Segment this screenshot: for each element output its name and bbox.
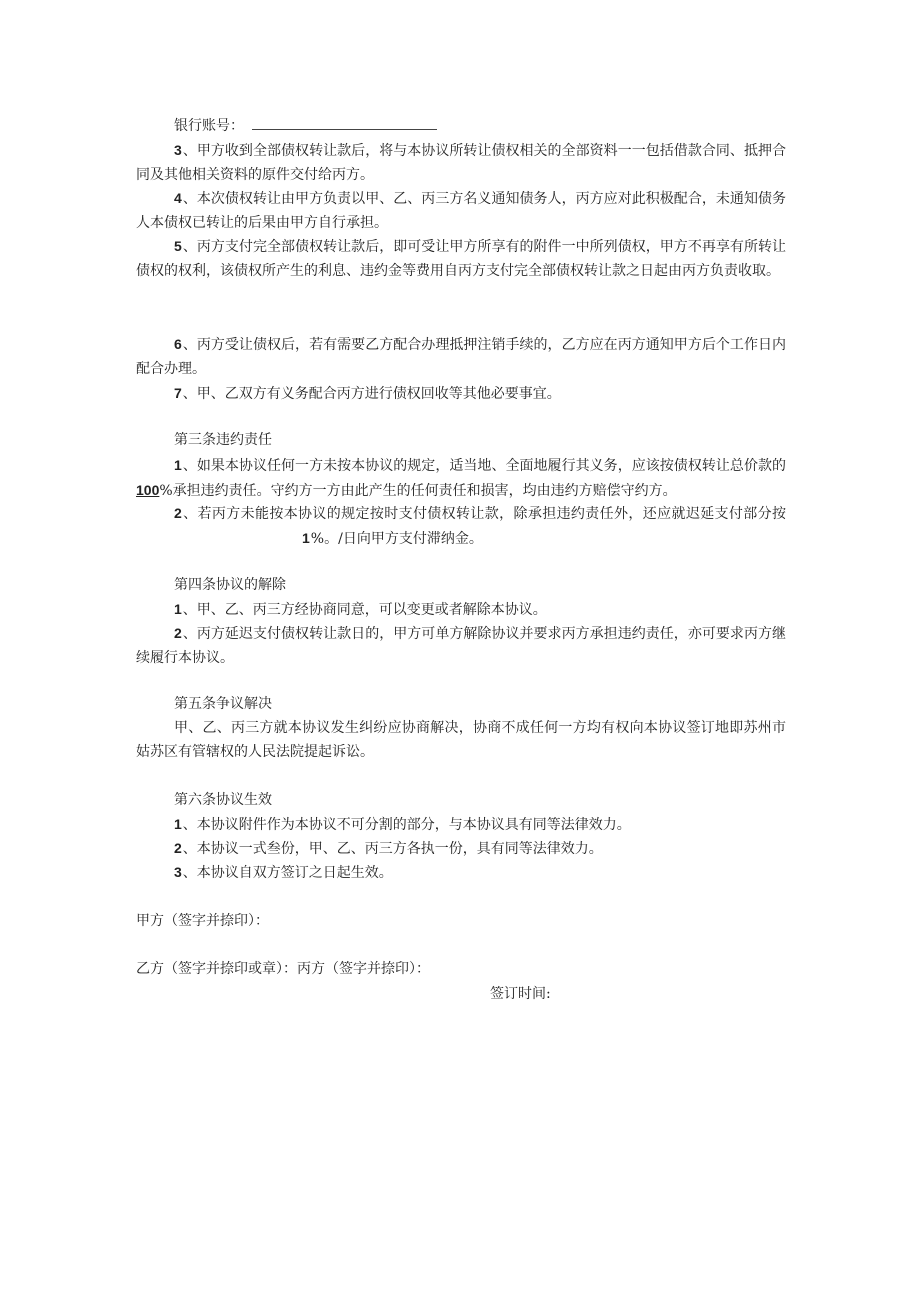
clause-number: 3 bbox=[174, 864, 182, 880]
clause-2-5 bbox=[136, 234, 786, 283]
clause-number: 1 bbox=[174, 816, 182, 832]
clause-number: 1 bbox=[174, 457, 182, 473]
clause-6-3 bbox=[136, 860, 786, 885]
bank-account-blank bbox=[252, 115, 437, 130]
clause-text: %。/日向甲方支付滞纳金。 bbox=[310, 531, 483, 547]
clause-text: 、丙方受让债权后，若有需要乙方配合办理抵押注销手续的，乙方应在丙方通知甲方后个工作日内配合办理。 bbox=[136, 337, 786, 377]
clause-6-2 bbox=[136, 836, 786, 861]
party-b-c-signature: 乙方（签字并捺印或章）：丙方（签字并捺印）： bbox=[136, 961, 430, 977]
clause-2-3 bbox=[136, 138, 786, 187]
article-5-heading: 第五条争议解决 bbox=[174, 696, 272, 712]
bank-account-label: 银行账号： bbox=[174, 118, 244, 134]
clause-text: 、如果本协议任何一方未按本协议的规定，适当地、全面地履行其义务，应该按债权转让总价款的 bbox=[182, 458, 786, 474]
clause-text: 、若丙方未能按本协议的规定按时支付债权转让款，除承担违约责任外，还应就迟延支付部分按 bbox=[182, 506, 786, 522]
clause-2-7 bbox=[136, 381, 786, 406]
sign-date: 签订时间: bbox=[490, 986, 551, 1002]
clause-text: 、甲方收到全部债权转让款后，将与本协议所转让债权相关的全部资料一一包括借款合同、抵押合同及其他相关资料的原件交付给丙方。 bbox=[136, 143, 786, 183]
clause-number: 1 bbox=[174, 601, 182, 617]
clause-2-4 bbox=[136, 186, 786, 235]
clause-number: 5 bbox=[174, 238, 182, 254]
party-a-signature: 甲方（签字并捺印）： bbox=[136, 913, 269, 929]
clause-text: 、甲、乙双方有义务配合丙方进行债权回收等其他必要事宜。 bbox=[182, 386, 561, 402]
clause-text: 、丙方延迟支付债权转让款日的，甲方可单方解除协议并要求丙方承担违约责任，亦可要求丙方继续履行本协议。 bbox=[136, 626, 786, 666]
article-4-heading: 第四条协议的解除 bbox=[174, 577, 286, 593]
clause-4-1 bbox=[136, 597, 786, 622]
clause-5 bbox=[136, 716, 786, 764]
late-fee-percentage: 1 bbox=[302, 530, 310, 546]
clause-text: 、丙方支付完全部债权转让款后，即可受让甲方所享有的附件一中所列债权，甲方不再享有所转让债权的权利，该债权所产生的利息、违约金等费用自丙方支付完全部债权转让款之日起由丙方负责收取。 bbox=[136, 239, 786, 279]
clause-text: 、本次债权转让由甲方负责以甲、乙、丙三方名义通知债务人，丙方应对此积极配合，未通知债务人本债权已转让的后果由甲方自行承担。 bbox=[136, 191, 786, 231]
clause-text: 、甲、乙、丙三方经协商同意，可以变更或者解除本协议。 bbox=[182, 602, 547, 618]
clause-text: 、本协议一式叁份，甲、乙、丙三方各执一份，具有同等法律效力。 bbox=[182, 841, 603, 857]
penalty-percentage: 100 bbox=[136, 482, 160, 498]
clause-2-6 bbox=[136, 332, 786, 381]
clause-number: 2 bbox=[174, 625, 182, 641]
clause-number: 6 bbox=[174, 336, 182, 352]
clause-3-2 bbox=[136, 501, 786, 551]
clause-text: 甲、乙、丙三方就本协议发生纠纷应协商解决，协商不成任何一方均有权向本协议签订地即苏州市姑苏区有管辖权的人民法院提起诉讼。 bbox=[136, 720, 786, 760]
clause-6-1 bbox=[136, 812, 786, 837]
clause-number: 2 bbox=[174, 505, 182, 521]
clause-number: 4 bbox=[174, 190, 182, 206]
article-6-heading: 第六条协议生效 bbox=[174, 792, 272, 808]
clause-3-1 bbox=[136, 453, 786, 503]
clause-number: 2 bbox=[174, 840, 182, 856]
article-3-heading: 第三条违约责任 bbox=[174, 432, 272, 448]
bank-account-line bbox=[174, 114, 437, 138]
clause-4-2 bbox=[136, 621, 786, 670]
clause-number: 7 bbox=[174, 385, 182, 401]
clause-text: 、本协议附件作为本协议不可分割的部分，与本协议具有同等法律效力。 bbox=[182, 817, 631, 833]
clause-text: %承担违约责任。守约方一方由此产生的任何责任和损害，均由违约方赔偿守约方。 bbox=[159, 483, 677, 499]
clause-text: 、本协议自双方签订之日起生效。 bbox=[182, 865, 393, 881]
clause-number: 3 bbox=[174, 142, 182, 158]
